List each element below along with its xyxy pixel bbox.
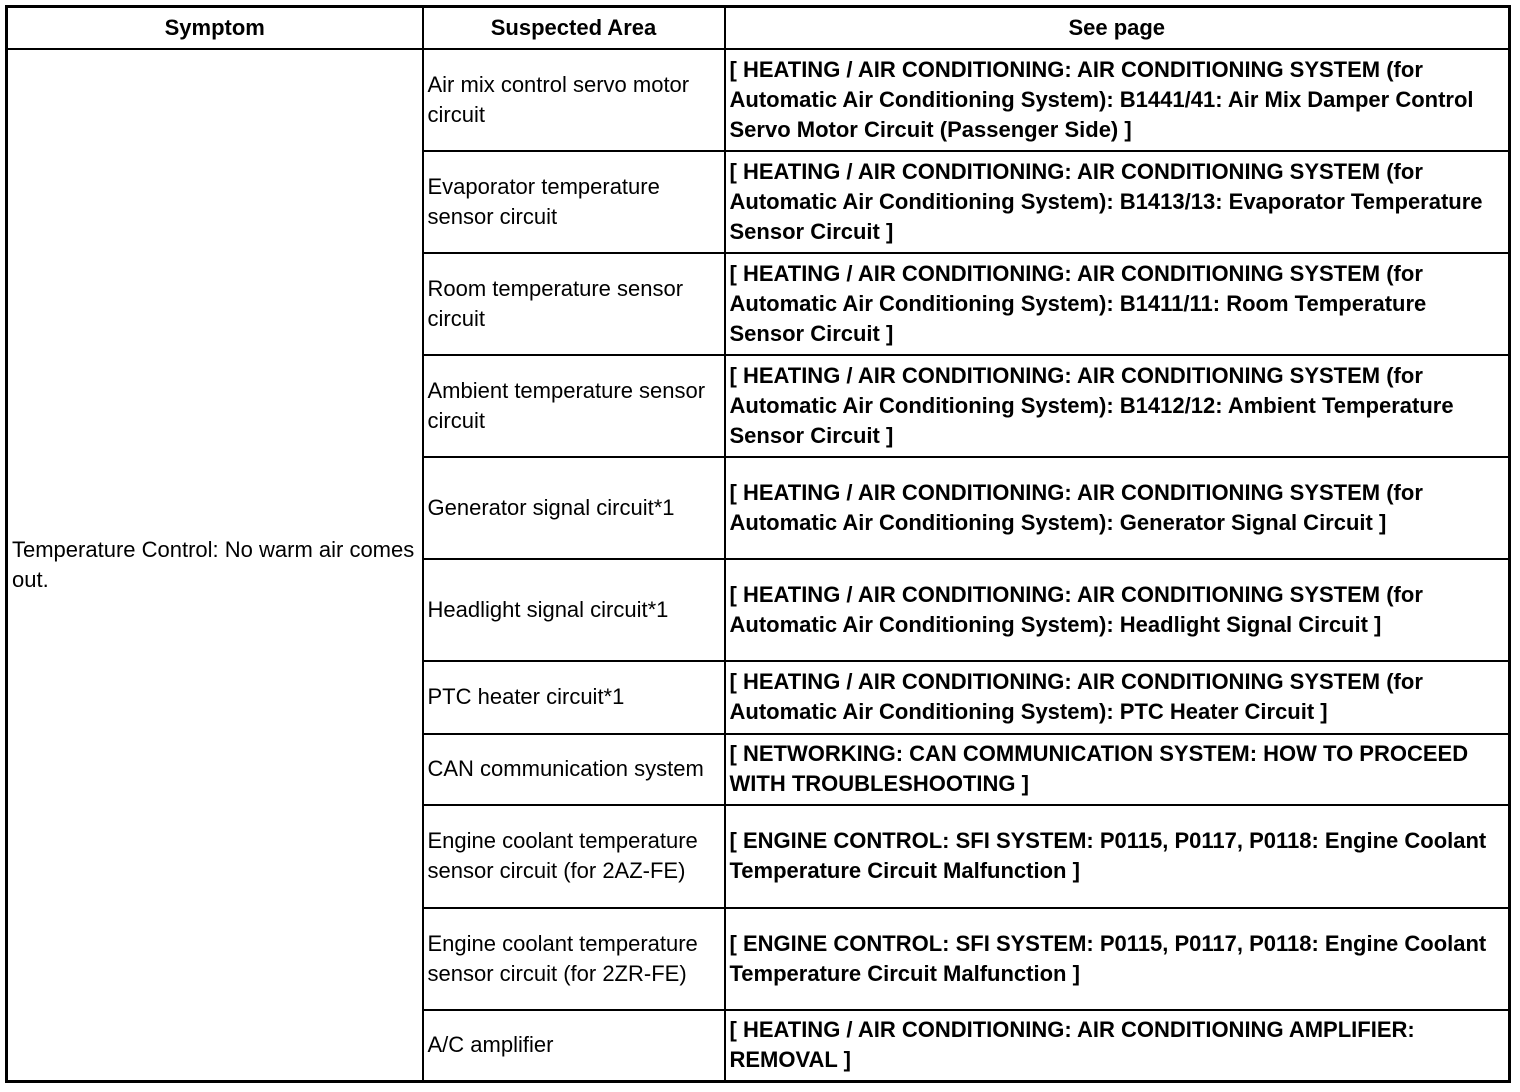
- symptom-table: [5, 5, 1511, 1083]
- suspected-area-cell: A/C amplifier: [423, 1010, 725, 1082]
- see-page-link[interactable]: [ HEATING / AIR CONDITIONING: AIR CONDITIONING AMPLIFIER: REMOVAL ]: [725, 1010, 1510, 1082]
- see-page-link[interactable]: [ HEATING / AIR CONDITIONING: AIR CONDITIONING SYSTEM (for Automatic Air Conditioning System): Headlight Signal Circuit ]: [725, 559, 1510, 661]
- see-page-link[interactable]: [ NETWORKING: CAN COMMUNICATION SYSTEM: HOW TO PROCEED WITH TROUBLESHOOTING ]: [725, 734, 1510, 805]
- see-page-link[interactable]: [ HEATING / AIR CONDITIONING: AIR CONDITIONING SYSTEM (for Automatic Air Conditioning System): B1441/41: Air Mix Damper Control Servo Motor Circuit (Passenger Side) ]: [725, 49, 1510, 151]
- header-row: [7, 7, 1510, 49]
- see-page-link[interactable]: [ HEATING / AIR CONDITIONING: AIR CONDITIONING SYSTEM (for Automatic Air Conditioning System): Generator Signal Circuit ]: [725, 457, 1510, 559]
- see-page-link[interactable]: [ HEATING / AIR CONDITIONING: AIR CONDITIONING SYSTEM (for Automatic Air Conditioning System): PTC Heater Circuit ]: [725, 661, 1510, 734]
- suspected-area-cell: CAN communication system: [423, 734, 725, 805]
- see-page-link[interactable]: [ HEATING / AIR CONDITIONING: AIR CONDITIONING SYSTEM (for Automatic Air Conditioning System): B1412/12: Ambient Temperature Sensor Circuit ]: [725, 355, 1510, 457]
- suspected-area-cell: Ambient temperature sensor circuit: [423, 355, 725, 457]
- suspected-area-cell: Generator signal circuit*1: [423, 457, 725, 559]
- suspected-area-cell: Room temperature sensor circuit: [423, 253, 725, 355]
- suspected-area-cell: Air mix control servo motor circuit: [423, 49, 725, 151]
- suspected-area-cell: PTC heater circuit*1: [423, 661, 725, 734]
- suspected-area-cell: Engine coolant temperature sensor circuit (for 2AZ-FE): [423, 805, 725, 908]
- header-suspected-area: Suspected Area: [423, 7, 725, 49]
- see-page-link[interactable]: [ ENGINE CONTROL: SFI SYSTEM: P0115, P0117, P0118: Engine Coolant Temperature Circuit Malfunction ]: [725, 908, 1510, 1010]
- see-page-link[interactable]: [ ENGINE CONTROL: SFI SYSTEM: P0115, P0117, P0118: Engine Coolant Temperature Circuit Malfunction ]: [725, 805, 1510, 908]
- symptom-cell: Temperature Control: No warm air comes out.: [7, 49, 423, 1082]
- see-page-link[interactable]: [ HEATING / AIR CONDITIONING: AIR CONDITIONING SYSTEM (for Automatic Air Conditioning System): B1413/13: Evaporator Temperature Sensor Circuit ]: [725, 151, 1510, 253]
- header-symptom: Symptom: [7, 7, 423, 49]
- see-page-link[interactable]: [ HEATING / AIR CONDITIONING: AIR CONDITIONING SYSTEM (for Automatic Air Conditioning System): B1411/11: Room Temperature Sensor Circuit ]: [725, 253, 1510, 355]
- header-see-page: See page: [725, 7, 1510, 49]
- suspected-area-cell: Evaporator temperature sensor circuit: [423, 151, 725, 253]
- suspected-area-cell: Headlight signal circuit*1: [423, 559, 725, 661]
- table-row: [7, 49, 1510, 151]
- suspected-area-cell: Engine coolant temperature sensor circuit (for 2ZR-FE): [423, 908, 725, 1010]
